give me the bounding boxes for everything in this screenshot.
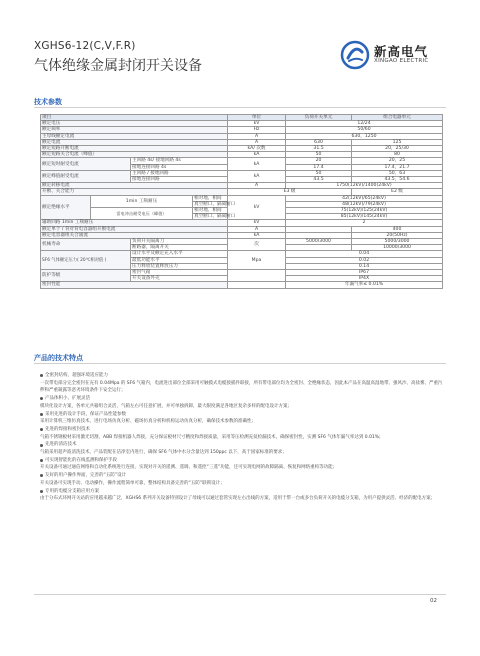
spec-table <box>40 114 443 289</box>
product-title: 气体绝缘金属封闭开关设备 <box>34 58 202 74</box>
logo-company-name: 新高电气 <box>374 44 429 59</box>
bullet-icon <box>40 374 43 377</box>
section-title-features: 产品的技术特点 <box>34 354 83 362</box>
list-item: 友好的用户操作界面，完善的“五防”设计 开关设备可实现手动、电动操作，操作流程简单可靠，整体结构具备完善的“五防”联锁设计； <box>40 473 225 486</box>
table-row: 机械寿命 负荷开关隔离刀 次 5000/3000 5000/3000 <box>41 239 443 245</box>
section-divider <box>34 363 446 364</box>
table-row: 额定绝缘水平 1min 工频耐压 相对地、相间 kV 42(12kV)/65(24kV) <box>41 195 443 201</box>
list-item: 采用先进的设计手段，保证产品性能参数 采用计算机三维仿真技术，进行电场仿真分析、磁场仿真分析和机构运动仿真分析，确保技术参数的准确性； <box>40 411 256 425</box>
table-row: 主母线额定电流 A 630，1250 <box>41 133 443 139</box>
table-row: 额定转移电流 A 1750(12kV)/1400(24kV) <box>41 183 443 189</box>
table-row: 断路器，隔离开关 10000/3000 <box>41 245 443 251</box>
table-row: 额定电流 A 630 125 <box>41 139 443 145</box>
table-row: SF6 气体额定压力( 20℃相对值 ) 设计水平及额定充入水平 Mpa 0.04 <box>41 251 443 257</box>
page-number: 02 <box>430 598 437 604</box>
col-header-combination: 组合电器单元 <box>352 115 443 121</box>
footer-divider <box>34 594 446 595</box>
list-item: 先进的清洁技术 气箱采用超声波清洗技术，产品装配在洁净室内进行，确保 SF6 气体中水分含量达到 150ppc 以下，高于国家标准的要求； <box>40 442 287 456</box>
list-item: 产品体积小，扩展灵活 模块化设计方案，各单元共箱组合灵活，气箱左右可任意扩展，并可单独拆卸，最大限度满足各地区复杂多样的配电设计方案； <box>40 396 292 409</box>
table-row: 真空断口、隔离断口 48(12kV)/79(24kV) <box>41 201 443 207</box>
table-row: 额定电容器组关合涌流 kA 20(50Hz) <box>41 232 443 238</box>
table-row: 额定短时耐受电流 主回路 4s/ 接地回路 4s kA 20 20，25 <box>41 158 443 164</box>
bullet-icon <box>40 397 43 400</box>
list-item: 全密封结构，超强环境适应能力 一次带电部分完全密封在充有 0.04Mpa 的 SF6 气箱内，电流进出部位全部采用可触摸式电缆接插件联接，所有带电部位均为全密封、全绝缘状态，因此本产品在高温高湿地带、强风沙、高盐雾、严重污秽和严重凝露等恶劣环境条件下安全运行； <box>40 373 443 394</box>
table-row: 接地连接回路 4s 17.4 17.4，21.7 <box>41 164 443 170</box>
logo-mark-icon <box>340 40 370 70</box>
table-row: 辅助回路 1min 工频耐压 kV 2 <box>41 220 443 226</box>
logo-company-name-en: XINGAO ELECTRIC <box>374 58 429 64</box>
section-title-tech: 技术参数 <box>34 98 62 106</box>
table-row: 接地连接回路 43.5 43.5，54.6 <box>41 177 443 183</box>
table-row: 压力释放装置释放压力 0.14 <box>41 263 443 269</box>
list-item: 可实现智能化的在线监测和保护手段 开关设备可通过通信网络和自动化系统进行连接，实现对开关的遥测、遥调、和遥控“三遥”功能，还可实现电网的故障隔离、恢复和网络重构等功能； <box>40 457 338 471</box>
table-row: 开断、关合能力 E3 级 E2 级 <box>41 189 443 195</box>
table-row: 额定短路关合电流（峰值） kA 50 80 <box>41 152 443 158</box>
list-item: 先进的焊接和密封技术 气箱不锈钢板材采用激光切割，ABB 焊接机器人焊接，充分保证板材尺寸精度和焊接质量，采用等压检测充氦检漏技术，确保密封性，实测 SF6 气体年漏气率达到 0.01%; <box>40 426 381 440</box>
table-row: 防护等级 密封气箱 IP67 <box>41 270 443 276</box>
table-row: 最低功能水平 0.02 <box>41 257 443 263</box>
product-model: XGHS6-12(C,V,F.R) <box>34 40 136 52</box>
table-row: 雷电冲击耐受电压（峰值） 相对地、相间 75(12kV)/125(24kV) <box>41 208 443 214</box>
bullet-icon <box>40 413 43 416</box>
table-row: 额定单个 / 背对背电容器组开断电流 A 400 <box>41 226 443 232</box>
feature-list <box>40 372 444 503</box>
col-header-unit: 单位 <box>228 115 286 121</box>
section-divider <box>34 107 446 108</box>
table-row: 额定峰值耐受电流 主回路 / 接地回路 kA 50 50，63 <box>41 170 443 176</box>
bullet-icon <box>40 459 43 462</box>
table-row: 额定频率 Hz 50/60 <box>41 127 443 133</box>
col-header-load-switch: 负荷开关单元 <box>286 115 352 121</box>
list-item: 专用的电缆分支箱应用方案 由于分布式环网开关站的应用越来越广泛，XGHS6 系列开关设备特别设计了母线可以通过套管实现左右出线的方案，适用于带一台或多台负荷开关的电缆分支箱，为用户提供灵活、经济的配电方案； <box>40 488 436 502</box>
table-row: 真空断口、隔离断口 85(12kV)/145(24kV) <box>41 214 443 220</box>
bullet-icon <box>40 490 43 493</box>
bullet-icon <box>40 428 43 431</box>
company-logo <box>340 40 450 74</box>
table-row: 开关设备外壳 IP4X <box>41 276 443 282</box>
col-header-item: 项目 <box>41 115 228 121</box>
bullet-icon <box>40 444 43 447</box>
page-header <box>0 0 480 90</box>
table-row: 密封性能 年漏气率≤ 0.01% <box>41 282 443 288</box>
table-row: 额定电压 kV 12/24 <box>41 121 443 127</box>
bullet-icon <box>40 474 43 477</box>
table-row: 额定短路开断电流 kA/ 次数 31.5 20，25/30 <box>41 146 443 152</box>
